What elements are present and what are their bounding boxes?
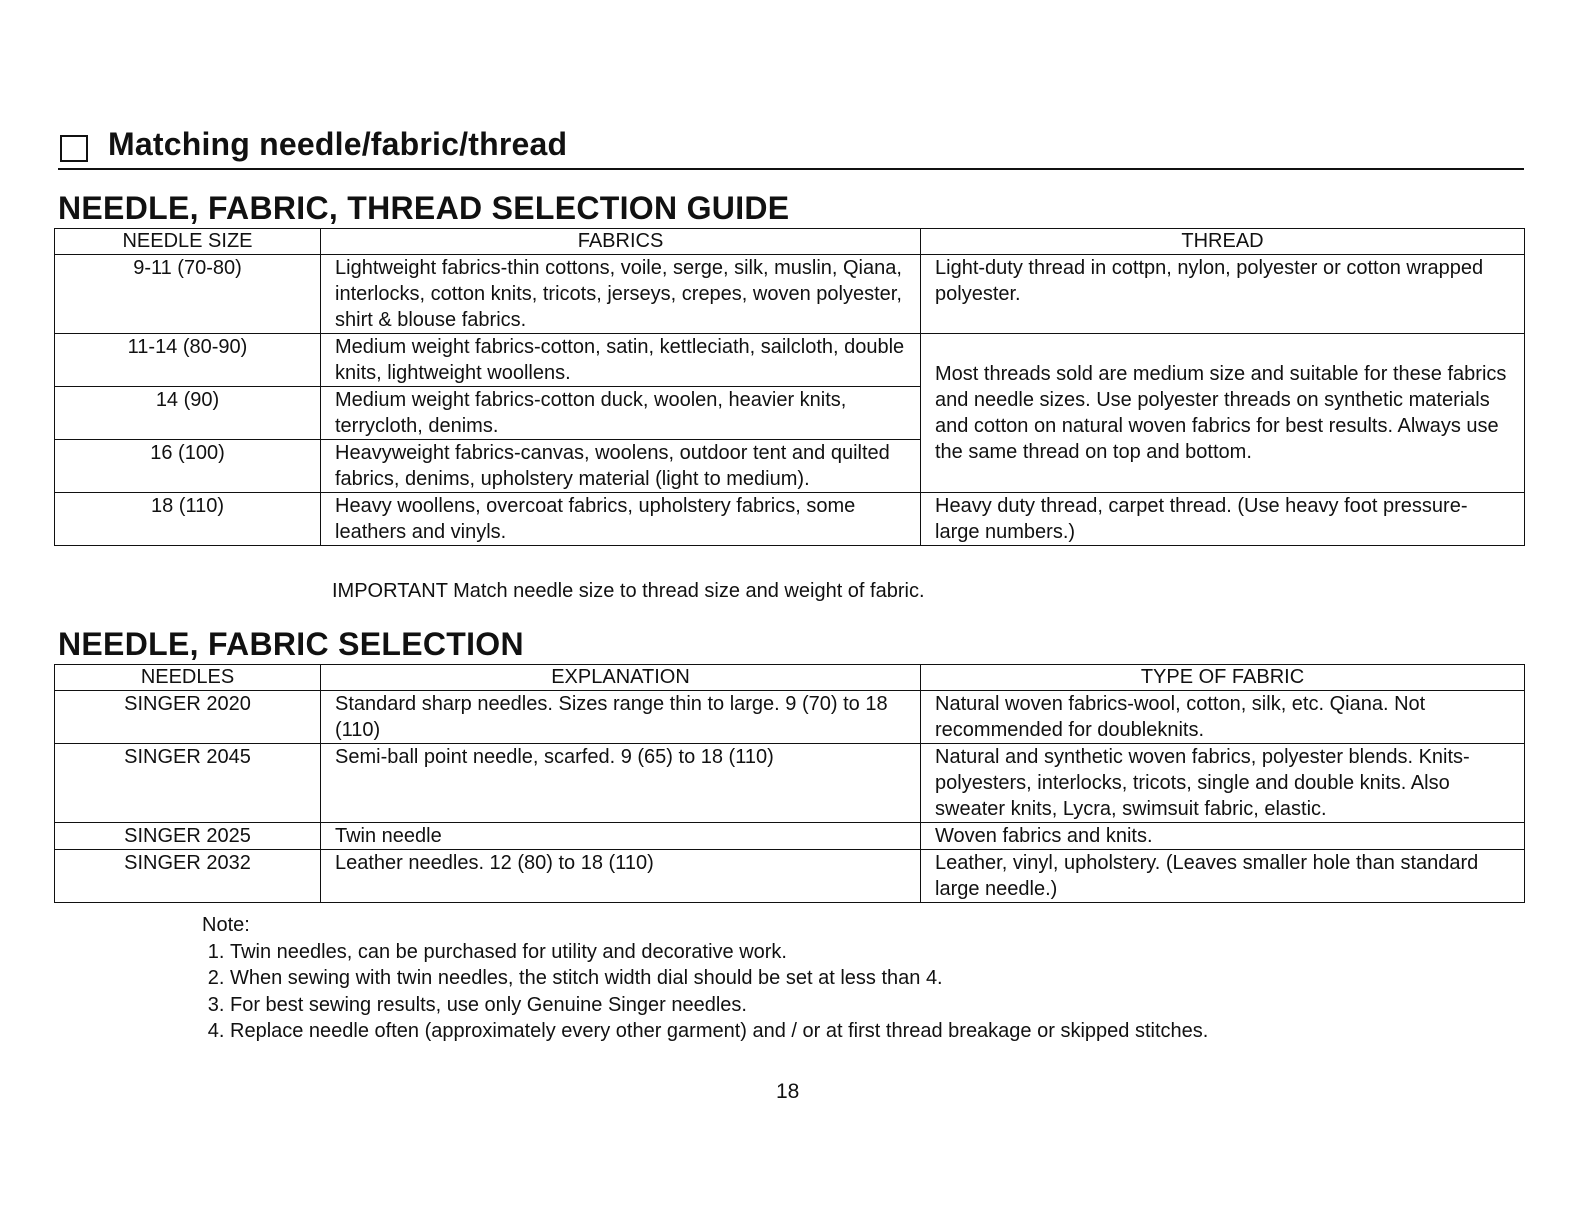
notes-section: [200, 912, 1208, 1045]
thread-cell-medium: Most threads sold are medium size and suitable for these fabrics and needle sizes. Use polyester threads on synthetic materials and cotton on natural woven fabrics for best results. Always use the same thread on top and bottom.: [921, 334, 1525, 493]
needle-cell: SINGER 2045: [55, 744, 321, 823]
table-row: [55, 493, 1525, 546]
note-label: Note:: [202, 914, 250, 936]
list-item: 3. For best sewing results, use only Genuine Singer needles.: [230, 992, 1208, 1019]
fabric-cell: Heavy woollens, overcoat fabrics, upholstery fabrics, some leathers and vinyls.: [321, 493, 921, 546]
fabric-cell: Medium weight fabrics-cotton duck, woolen, heavier knits, terrycloth, denims.: [321, 387, 921, 440]
header-type-of-fabric: TYPE OF FABRIC: [921, 665, 1525, 691]
table-header-row: [55, 229, 1525, 255]
explanation-cell: Semi-ball point needle, scarfed. 9 (65) to 18 (110): [321, 744, 921, 823]
needle-fabric-selection-table: [54, 664, 1525, 903]
header-fabrics: FABRICS: [321, 229, 921, 255]
fabric-type-cell: Woven fabrics and knits.: [921, 823, 1525, 850]
list-item: 1. Twin needles, can be purchased for utility and decorative work.: [230, 939, 1208, 966]
needle-size-cell: 9-11 (70-80): [55, 255, 321, 334]
explanation-cell: Standard sharp needles. Sizes range thin to large. 9 (70) to 18 (110): [321, 691, 921, 744]
header-thread: THREAD: [921, 229, 1525, 255]
fabric-type-cell: Leather, vinyl, upholstery. (Leaves smaller hole than standard large needle.): [921, 850, 1525, 903]
header-needle-size: NEEDLE SIZE: [55, 229, 321, 255]
needle-size-cell: 14 (90): [55, 387, 321, 440]
table-row: [55, 823, 1525, 850]
header-needles: NEEDLES: [55, 665, 321, 691]
table-row: [55, 255, 1525, 334]
section-title: Matching needle/fabric/thread: [108, 126, 568, 162]
notes-list: [200, 939, 1208, 1045]
thread-cell-light: Light-duty thread in cottpn, nylon, polyester or cotton wrapped polyester.: [921, 255, 1525, 334]
list-item: 4. Replace needle often (approximately every other garment) and / or at first thread breakage or skipped stitches.: [230, 1018, 1208, 1045]
needle-size-cell: 16 (100): [55, 440, 321, 493]
table-row: [55, 691, 1525, 744]
explanation-cell: Leather needles. 12 (80) to 18 (110): [321, 850, 921, 903]
table-row: [55, 744, 1525, 823]
guide1-title: NEEDLE, FABRIC, THREAD SELECTION GUIDE: [58, 190, 790, 226]
table-header-row: [55, 665, 1525, 691]
fabric-cell: Medium weight fabrics-cotton, satin, kettleciath, sailcloth, double knits, lightweight woollens.: [321, 334, 921, 387]
guide2-title: NEEDLE, FABRIC SELECTION: [58, 626, 524, 662]
fabric-cell: Heavyweight fabrics-canvas, woolens, outdoor tent and quilted fabrics, denims, upholstery material (light to medium).: [321, 440, 921, 493]
fabric-cell: Lightweight fabrics-thin cottons, voile, serge, silk, muslin, Qiana, interlocks, cotton knits, tricots, jerseys, crepes, woven polyester, shirt & blouse fabrics.: [321, 255, 921, 334]
checkbox-icon[interactable]: [60, 135, 88, 162]
needle-cell: SINGER 2032: [55, 850, 321, 903]
needle-cell: SINGER 2020: [55, 691, 321, 744]
needle-fabric-thread-table: [54, 228, 1525, 546]
page-number: 18: [776, 1080, 800, 1103]
thread-cell-heavy: Heavy duty thread, carpet thread. (Use heavy foot pressure- large numbers.): [921, 493, 1525, 546]
header-explanation: EXPLANATION: [321, 665, 921, 691]
explanation-cell: Twin needle: [321, 823, 921, 850]
needle-size-cell: 11-14 (80-90): [55, 334, 321, 387]
fabric-type-cell: Natural woven fabrics-wool, cotton, silk, etc. Qiana. Not recommended for doubleknits.: [921, 691, 1525, 744]
table-row: [55, 334, 1525, 387]
needle-cell: SINGER 2025: [55, 823, 321, 850]
section-header: [58, 128, 1524, 170]
table-row: [55, 850, 1525, 903]
needle-size-cell: 18 (110): [55, 493, 321, 546]
important-note: IMPORTANT Match needle size to thread size and weight of fabric.: [332, 580, 925, 602]
fabric-type-cell: Natural and synthetic woven fabrics, polyester blends. Knits-polyesters, interlocks, tricots, single and double knits. Also sweater knits, Lycra, swimsuit fabric, elastic.: [921, 744, 1525, 823]
list-item: 2. When sewing with twin needles, the stitch width dial should be set at less than 4.: [230, 965, 1208, 992]
